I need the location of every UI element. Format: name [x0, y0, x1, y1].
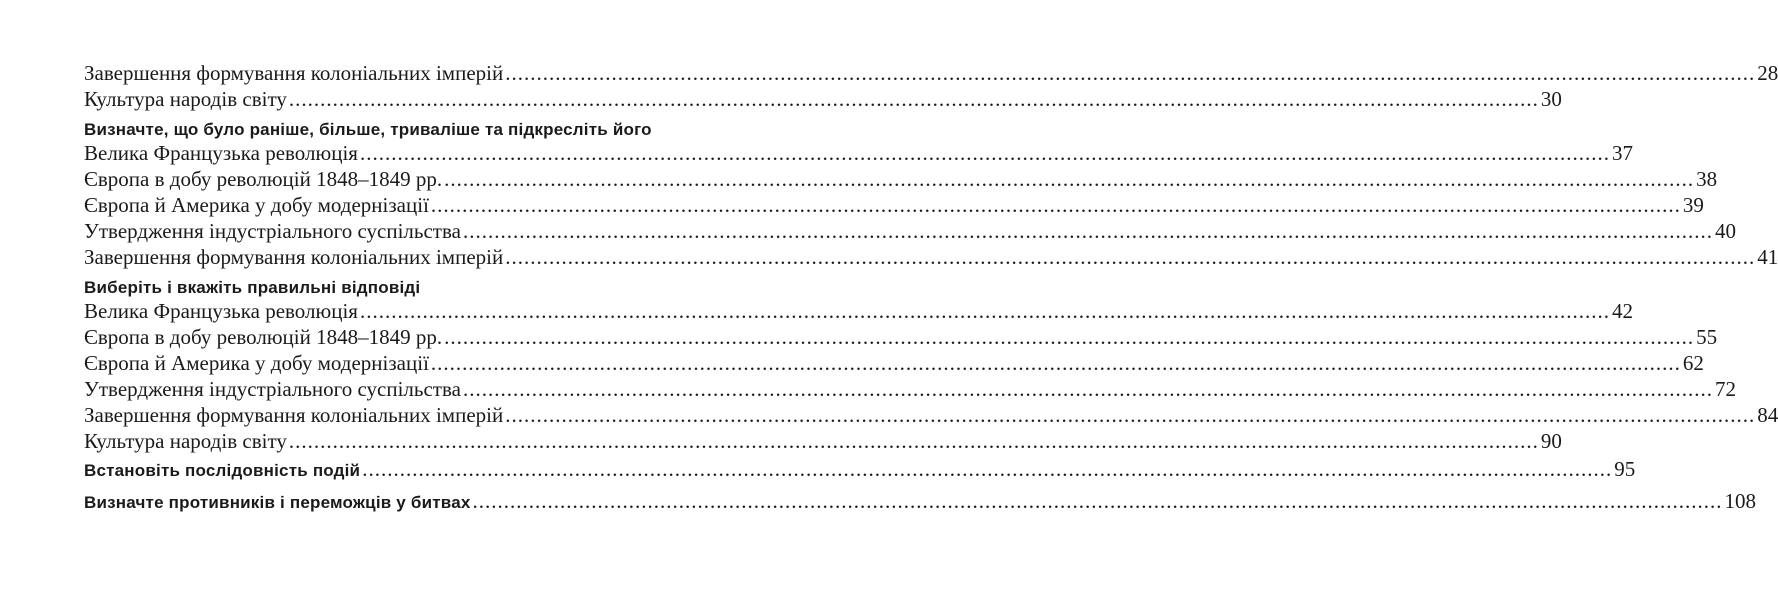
toc-entry-title: Європа й Америка у добу модернізації: [84, 193, 429, 217]
dot-leader: ........................................................................................................................................................................................................: [505, 403, 1756, 427]
toc-page-number: 40: [1714, 219, 1736, 243]
dot-leader: ........................................................................................................................................................................................................: [430, 193, 1681, 217]
toc-entry-title: Утвердження індустріального суспільства: [84, 219, 461, 243]
toc-entry: [84, 245, 1778, 271]
table-of-contents: [84, 61, 1778, 519]
toc-page-number: 28: [1757, 61, 1778, 85]
toc-entry: [84, 193, 1704, 219]
toc-entry: [84, 299, 1633, 325]
toc-entry: [84, 61, 1778, 87]
toc-entry-title: Визначте противників і переможців у битвах: [84, 493, 471, 512]
toc-page-number: 72: [1714, 377, 1736, 401]
toc-entry-title: Завершення формування колоніальних імперій: [84, 245, 504, 269]
dot-leader: ........................................................................................................................................................................................................: [462, 219, 1713, 243]
toc-page-number: 95: [1614, 457, 1636, 481]
toc-page-number: 84: [1757, 403, 1778, 427]
section-heading: Виберіть і вкажіть правильні відповіді: [84, 278, 421, 297]
toc-entry: [84, 87, 1562, 113]
toc-entry-title: Утвердження індустріального суспільства: [84, 377, 461, 401]
dot-leader: ........................................................................................................................................................................................................: [462, 377, 1713, 401]
toc-entry: [84, 325, 1718, 351]
dot-leader: ........................................................................................................................................................................................................: [444, 325, 1695, 349]
toc-entry-title: Велика Французька революція: [84, 299, 358, 323]
section-heading: Визначте, що було раніше, більше, триваліше та підкресліть його: [84, 120, 652, 139]
toc-page-number: 90: [1540, 429, 1562, 453]
toc-page-number: 30: [1540, 87, 1562, 111]
dot-leader: ........................................................................................................................................................................................................: [430, 351, 1681, 375]
toc-page-number: 55: [1696, 325, 1718, 349]
toc-entry-title: Європа й Америка у добу модернізації: [84, 351, 429, 375]
toc-page-number: 39: [1682, 193, 1704, 217]
toc-entry: [84, 167, 1718, 193]
toc-page-number: 37: [1611, 141, 1633, 165]
toc-page-number: 42: [1611, 299, 1633, 323]
toc-page-number: 41: [1757, 245, 1778, 269]
toc-page-number: 38: [1696, 167, 1718, 191]
toc-entry-bold: [84, 489, 1757, 519]
toc-entry-title: Європа в добу революцій 1848–1849 рр.: [84, 167, 443, 191]
toc-page-number: 62: [1682, 351, 1704, 375]
toc-entry: [84, 351, 1704, 377]
toc-entry: [84, 219, 1736, 245]
toc-entry-bold: [84, 457, 1636, 487]
dot-leader: ........................................................................................................................................................................................................: [359, 141, 1610, 165]
dot-leader: ........................................................................................................................................................................................................: [472, 489, 1723, 513]
toc-entry-title: Завершення формування колоніальних імперій: [84, 61, 504, 85]
toc-entry: [84, 429, 1562, 455]
dot-leader: ........................................................................................................................................................................................................: [505, 61, 1756, 85]
dot-leader: ........................................................................................................................................................................................................: [444, 167, 1695, 191]
toc-entry-title: Культура народів світу: [84, 429, 287, 453]
dot-leader: ........................................................................................................................................................................................................: [362, 457, 1613, 481]
toc-entry-title: Культура народів світу: [84, 87, 287, 111]
toc-page-number: 108: [1724, 489, 1757, 513]
toc-entry-title: Встановіть послідовність подій: [84, 461, 361, 480]
dot-leader: ........................................................................................................................................................................................................: [359, 299, 1610, 323]
dot-leader: ........................................................................................................................................................................................................: [505, 245, 1756, 269]
dot-leader: ........................................................................................................................................................................................................: [288, 87, 1539, 111]
dot-leader: ........................................................................................................................................................................................................: [288, 429, 1539, 453]
toc-entry: [84, 377, 1736, 403]
toc-entry-title: Завершення формування колоніальних імперій: [84, 403, 504, 427]
toc-entry-title: Велика Французька революція: [84, 141, 358, 165]
toc-entry: [84, 141, 1633, 167]
toc-entry-title: Європа в добу революцій 1848–1849 рр.: [84, 325, 443, 349]
toc-entry: [84, 403, 1778, 429]
